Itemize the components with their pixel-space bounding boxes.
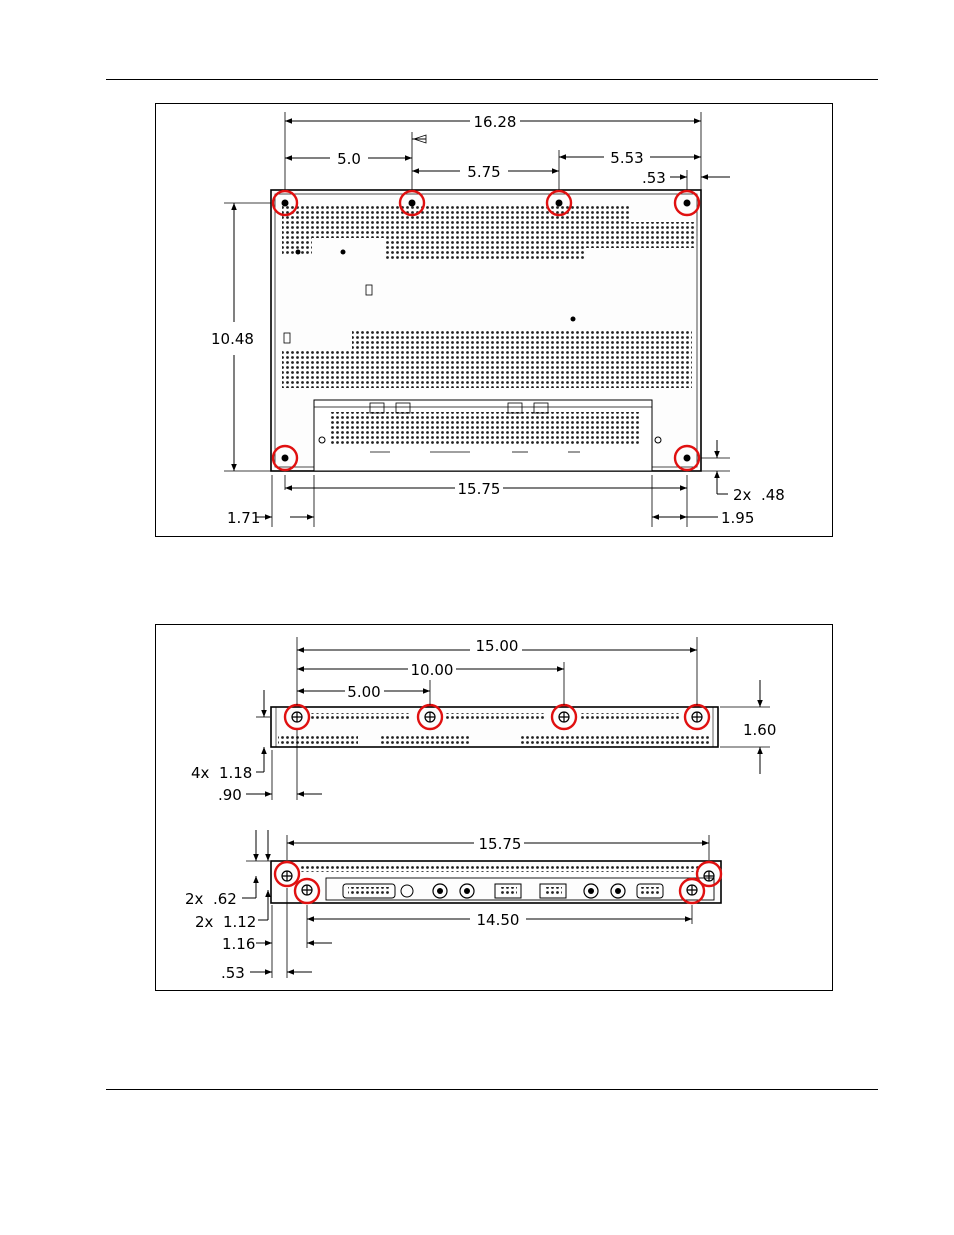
dim-first-hole-spacing: 5.0	[337, 150, 361, 168]
dim-upper-offset: 2x .62	[185, 890, 237, 908]
dim-left-offset-lower: 1.16	[222, 935, 256, 953]
dim-overall-width: 16.28	[473, 113, 517, 131]
rear-extension-lines	[246, 835, 709, 978]
dim-last-hole-spacing: 5.53	[610, 149, 644, 167]
rear-dimension-labels	[185, 835, 521, 982]
rear-chassis	[271, 861, 721, 903]
rear-view	[185, 830, 721, 982]
dim-mid-span: 10.00	[410, 661, 454, 679]
dim-left-offset-upper: .53	[221, 964, 245, 982]
dim-left-offset: 1.71	[227, 509, 261, 527]
dim-hole-offset: 4x 1.18	[191, 764, 253, 782]
dim-bottom-hole-offset: 2x .48	[733, 486, 785, 504]
front-view	[191, 637, 776, 804]
dim-right-edge-offset: .53	[642, 169, 666, 187]
dim-left-offset-front: .90	[218, 786, 242, 804]
dim-lower-span: 14.50	[476, 911, 520, 929]
dim-right-offset: 1.95	[721, 509, 755, 527]
dim-overall-span: 15.00	[475, 637, 519, 655]
top-chassis	[271, 190, 701, 471]
dim-upper-span: 15.75	[478, 835, 522, 853]
dim-height: 1.60	[743, 721, 777, 739]
front-chassis	[271, 707, 718, 747]
dim-bottom-hole-spacing: 15.75	[457, 480, 501, 498]
dim-depth: 10.48	[211, 330, 254, 348]
dim-middle-hole-spacing: 5.75	[467, 163, 501, 181]
dim-first-span: 5.00	[347, 683, 381, 701]
dim-lower-offset: 2x 1.12	[195, 913, 257, 931]
top-view	[211, 112, 785, 527]
